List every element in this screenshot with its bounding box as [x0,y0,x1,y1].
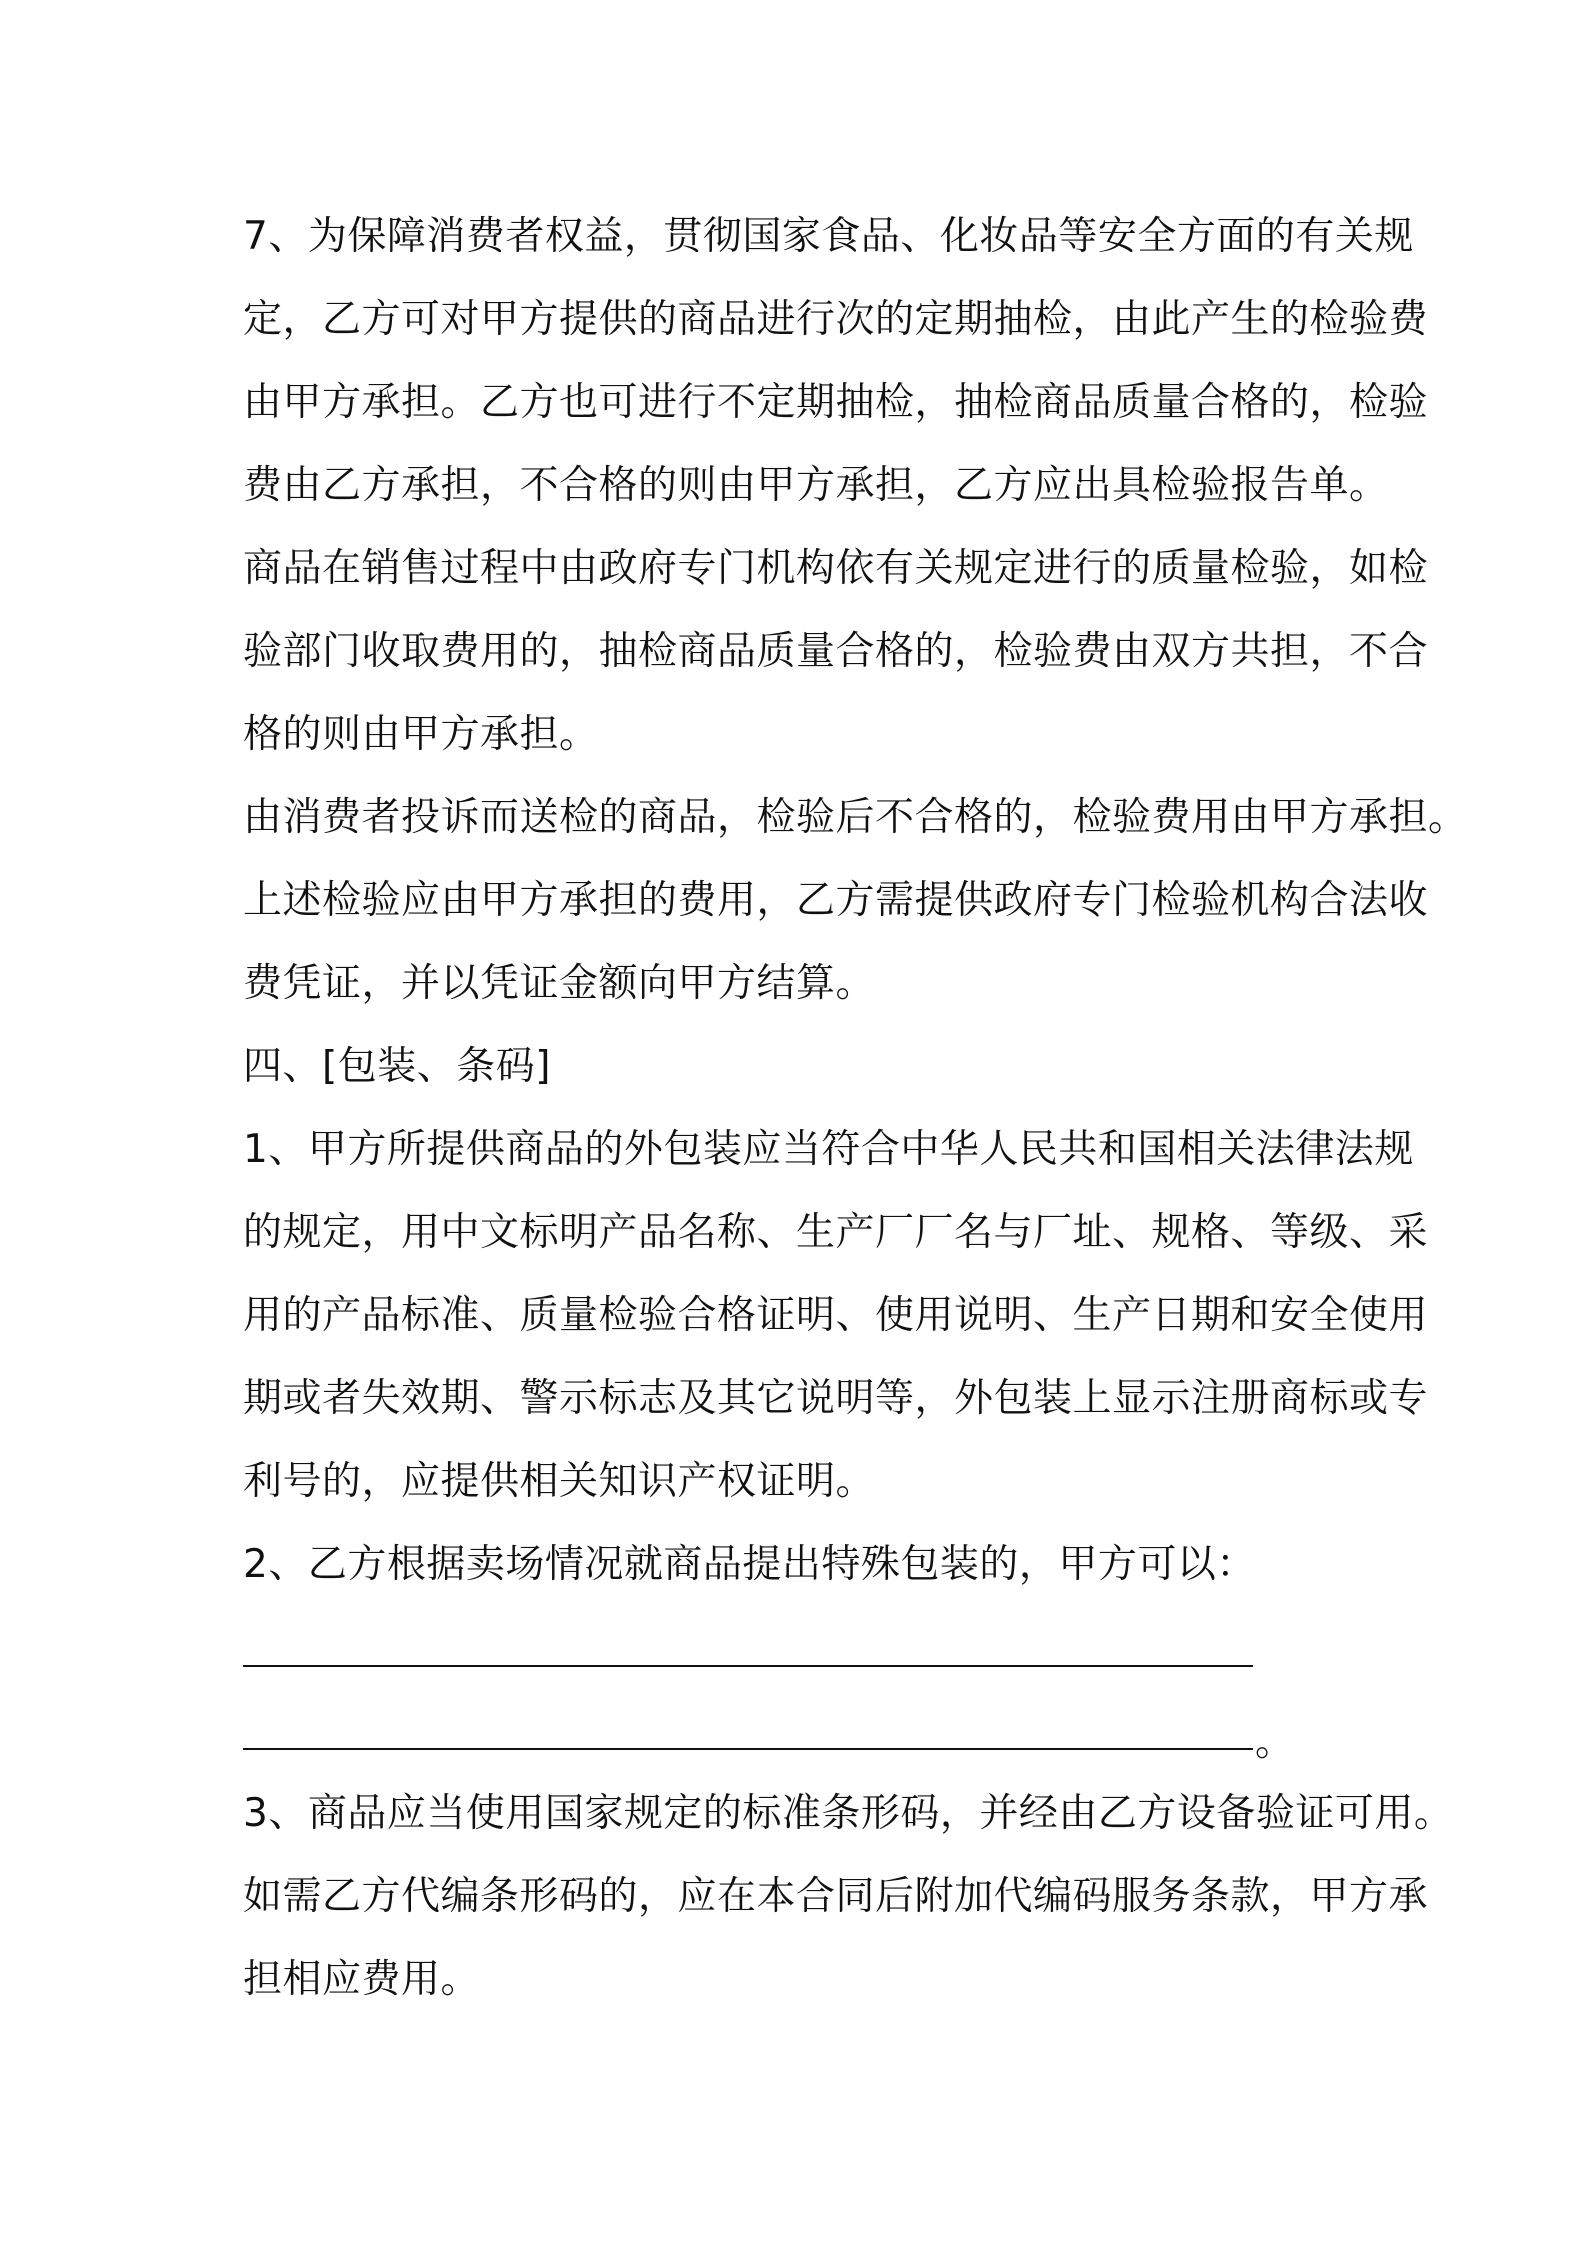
paragraph-line: 用的产品标准、质量检验合格证明、使用说明、生产日期和安全使用 [243,1293,1429,1338]
paragraph-line: 期或者失效期、警示标志及其它说明等，外包装上显示注册商标或专 [243,1376,1429,1421]
blank-end-mark: 。 [1255,1720,1295,1765]
paragraph-line: 利号的，应提供相关知识产权证明。 [243,1459,876,1504]
section-heading: 四、[包装、条码] [243,1044,551,1089]
paragraph-line: 商品在销售过程中由政府专门机构依有关规定进行的质量检验，如检 [243,546,1429,591]
paragraph-line: 验部门收取费用的，抽检商品质量合格的，检验费由双方共担，不合 [243,629,1429,674]
paragraph-line: 如需乙方代编条形码的，应在本合同后附加代编码服务条款，甲方承 [243,1874,1429,1919]
paragraph-line: 费由乙方承担，不合格的则由甲方承担，乙方应出具检验报告单。 [243,463,1389,508]
paragraph-line: 3、商品应当使用国家规定的标准条形码，并经由乙方设备验证可用。 [243,1791,1454,1836]
paragraph-line: 上述检验应由甲方承担的费用，乙方需提供政府专门检验机构合法收 [243,878,1429,923]
blank-underline [243,1665,1253,1667]
document-page [243,195,1468,2021]
paragraph-line: 2、乙方根据卖场情况就商品提出特殊包装的，甲方可以： [243,1542,1256,1587]
paragraph-line: 由甲方承担。乙方也可进行不定期抽检，抽检商品质量合格的，检验 [243,380,1429,425]
paragraph-line: 的规定，用中文标明产品名称、生产厂厂名与厂址、规格、等级、采 [243,1210,1429,1255]
fill-in-blank-line [243,1689,1363,1772]
paragraph-line: 格的则由甲方承担。 [243,712,599,757]
paragraph-line: 定，乙方可对甲方提供的商品进行次的定期抽检，由此产生的检验费 [243,297,1429,342]
paragraph-line: 7、为保障消费者权益，贯彻国家食品、化妆品等安全方面的有关规 [243,214,1414,259]
paragraph-line: 由消费者投诉而送检的商品，检验后不合格的，检验费用由甲方承担。 [243,795,1468,840]
paragraph-line: 费凭证，并以凭证金额向甲方结算。 [243,961,876,1006]
paragraph-line: 1、甲方所提供商品的外包装应当符合中华人民共和国相关法律法规 [243,1127,1414,1172]
blank-underline [243,1748,1253,1750]
fill-in-blank-line [243,1606,1363,1689]
paragraph-line: 担相应费用。 [243,1957,481,2002]
